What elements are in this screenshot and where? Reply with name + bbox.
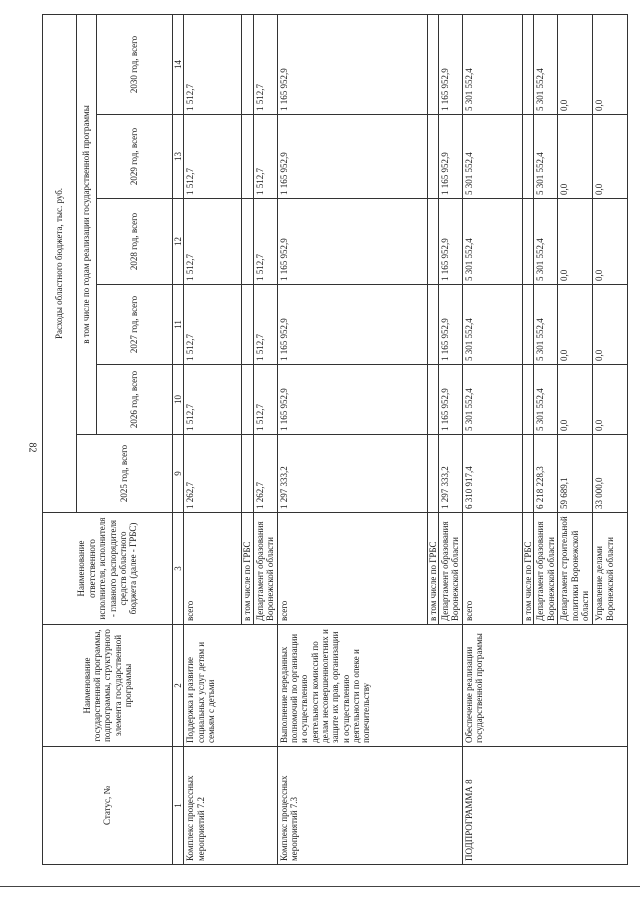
- cell-2026: 0,0: [558, 365, 593, 435]
- cell-2026: 1 512,7: [184, 365, 242, 435]
- cell-2027: [242, 285, 253, 365]
- cell-2027: [523, 285, 534, 365]
- block-status: Комплекс процессных мероприятий 7.2: [184, 747, 277, 865]
- row-executor: Департамент образования Воронежской области: [534, 513, 558, 625]
- cell-2025: 6 218 228,3: [534, 435, 558, 513]
- cell-2026: [242, 365, 253, 435]
- bottom-rule: [0, 886, 640, 887]
- cell-2029: 1 165 952,9: [439, 115, 463, 199]
- cell-2026: 5 301 552,4: [463, 365, 523, 435]
- cell-2028: 1 512,7: [184, 199, 242, 285]
- cell-2029: 1 165 952,9: [277, 115, 427, 199]
- cell-2025: 6 310 917,4: [463, 435, 523, 513]
- cell-2029: 5 301 552,4: [463, 115, 523, 199]
- row-executor: всего: [463, 513, 523, 625]
- cell-2026: 1 165 952,9: [277, 365, 427, 435]
- budget-expenses-table: [42, 14, 628, 865]
- block-name: Выполнение переданных полномочий по организации и осуществлению деятельности комиссий по делам несовершеннолетних и защите их прав, организации и осуществлению деятельности по опеке и попечительству: [277, 625, 462, 747]
- header-status: Статус, №: [43, 747, 173, 865]
- cell-2026: 0,0: [593, 365, 628, 435]
- row-executor: Департамент строительной политики Воронежской области: [558, 513, 593, 625]
- cell-2028: 5 301 552,4: [534, 199, 558, 285]
- cell-2025: [523, 435, 534, 513]
- cell-2027: 5 301 552,4: [463, 285, 523, 365]
- header-year-2028: 2028 год, всего: [97, 199, 173, 285]
- cell-2029: [523, 115, 534, 199]
- header-name: Наименование государственной программы, подпрограммы, структурного элемента государственной программы: [43, 625, 173, 747]
- cell-2027: [427, 285, 438, 365]
- row-executor: в том числе по ГРБС: [242, 513, 253, 625]
- cell-2025: 1 297 333,2: [439, 435, 463, 513]
- header-executor: Наименование ответственного исполнителя, исполнителя - главного распорядителя средств областного бюджета (далее - ГРБС): [43, 513, 173, 625]
- header-year-2025: 2025 год, всего: [77, 435, 173, 513]
- cell-2028: 0,0: [593, 199, 628, 285]
- block-status: Комплекс процессных мероприятий 7.3: [277, 747, 462, 865]
- row-executor: Департамент образования Воронежской области: [253, 513, 277, 625]
- cell-2030: 0,0: [593, 14, 628, 114]
- cell-2029: 1 512,7: [184, 115, 242, 199]
- cell-2027: 1 512,7: [253, 285, 277, 365]
- row-executor: Департамент образования Воронежской области: [439, 513, 463, 625]
- cell-2027: 0,0: [558, 285, 593, 365]
- block-status: ПОДПРОГРАММА 8: [463, 747, 628, 865]
- cell-2029: [242, 115, 253, 199]
- cell-2028: 1 512,7: [253, 199, 277, 285]
- cell-2026: 1 165 952,9: [439, 365, 463, 435]
- cell-2027: 1 165 952,9: [277, 285, 427, 365]
- column-number: 13: [173, 115, 184, 199]
- header-year-2029: 2029 год, всего: [97, 115, 173, 199]
- cell-2026: [523, 365, 534, 435]
- cell-2025: 1 297 333,2: [277, 435, 427, 513]
- cell-2029: 0,0: [593, 115, 628, 199]
- header-expenses: Расходы областного бюджета, тыс. руб.: [43, 14, 77, 512]
- column-number: 3: [173, 513, 184, 625]
- cell-2025: 1 262,7: [253, 435, 277, 513]
- cell-2028: [523, 199, 534, 285]
- cell-2029: 0,0: [558, 115, 593, 199]
- cell-2029: [427, 115, 438, 199]
- cell-2030: 1 165 952,9: [277, 14, 427, 114]
- cell-2027: 1 165 952,9: [439, 285, 463, 365]
- cell-2028: [427, 199, 438, 285]
- cell-2028: [242, 199, 253, 285]
- cell-2030: 0,0: [558, 14, 593, 114]
- cell-2029: 1 512,7: [253, 115, 277, 199]
- cell-2030: [427, 14, 438, 114]
- cell-2030: 1 165 952,9: [439, 14, 463, 114]
- cell-2027: 5 301 552,4: [534, 285, 558, 365]
- column-number: 11: [173, 285, 184, 365]
- page-number: 82: [26, 442, 38, 453]
- header-year-2030: 2030 год, всего: [97, 14, 173, 114]
- header-year-2026: 2026 год, всего: [97, 365, 173, 435]
- cell-2027: 1 512,7: [184, 285, 242, 365]
- cell-2030: [242, 14, 253, 114]
- cell-2030: 5 301 552,4: [534, 14, 558, 114]
- rotated-page-frame: [42, 15, 615, 865]
- column-number: 12: [173, 199, 184, 285]
- block-name: Поддержка и развитие социальных услуг детям и семьям с детьми: [184, 625, 277, 747]
- header-by-years: в том числе по годам реализации государственной программы: [77, 14, 97, 434]
- cell-2025: [242, 435, 253, 513]
- cell-2028: 5 301 552,4: [463, 199, 523, 285]
- row-executor: всего: [277, 513, 427, 625]
- column-number: 10: [173, 365, 184, 435]
- block-name: Обеспечение реализации государственной программы: [463, 625, 628, 747]
- cell-2030: 5 301 552,4: [463, 14, 523, 114]
- cell-2026: [427, 365, 438, 435]
- cell-2025: 59 689,1: [558, 435, 593, 513]
- row-executor: Управление делами Воронежской области: [593, 513, 628, 625]
- column-number: 2: [173, 625, 184, 747]
- column-number: 14: [173, 14, 184, 114]
- cell-2025: 33 000,0: [593, 435, 628, 513]
- cell-2030: [523, 14, 534, 114]
- cell-2026: 5 301 552,4: [534, 365, 558, 435]
- column-number: 9: [173, 435, 184, 513]
- cell-2030: 1 512,7: [253, 14, 277, 114]
- column-number: 1: [173, 747, 184, 865]
- cell-2026: 1 512,7: [253, 365, 277, 435]
- header-year-2027: 2027 год, всего: [97, 285, 173, 365]
- row-executor: в том числе по ГРБС: [523, 513, 534, 625]
- budget-table-sheet: [42, 15, 615, 865]
- cell-2029: 5 301 552,4: [534, 115, 558, 199]
- cell-2025: [427, 435, 438, 513]
- cell-2025: 1 262,7: [184, 435, 242, 513]
- row-executor: всего: [184, 513, 242, 625]
- cell-2027: 0,0: [593, 285, 628, 365]
- cell-2028: 0,0: [558, 199, 593, 285]
- cell-2028: 1 165 952,9: [439, 199, 463, 285]
- row-executor: в том числе по ГРБС: [427, 513, 438, 625]
- cell-2028: 1 165 952,9: [277, 199, 427, 285]
- cell-2030: 1 512,7: [184, 14, 242, 114]
